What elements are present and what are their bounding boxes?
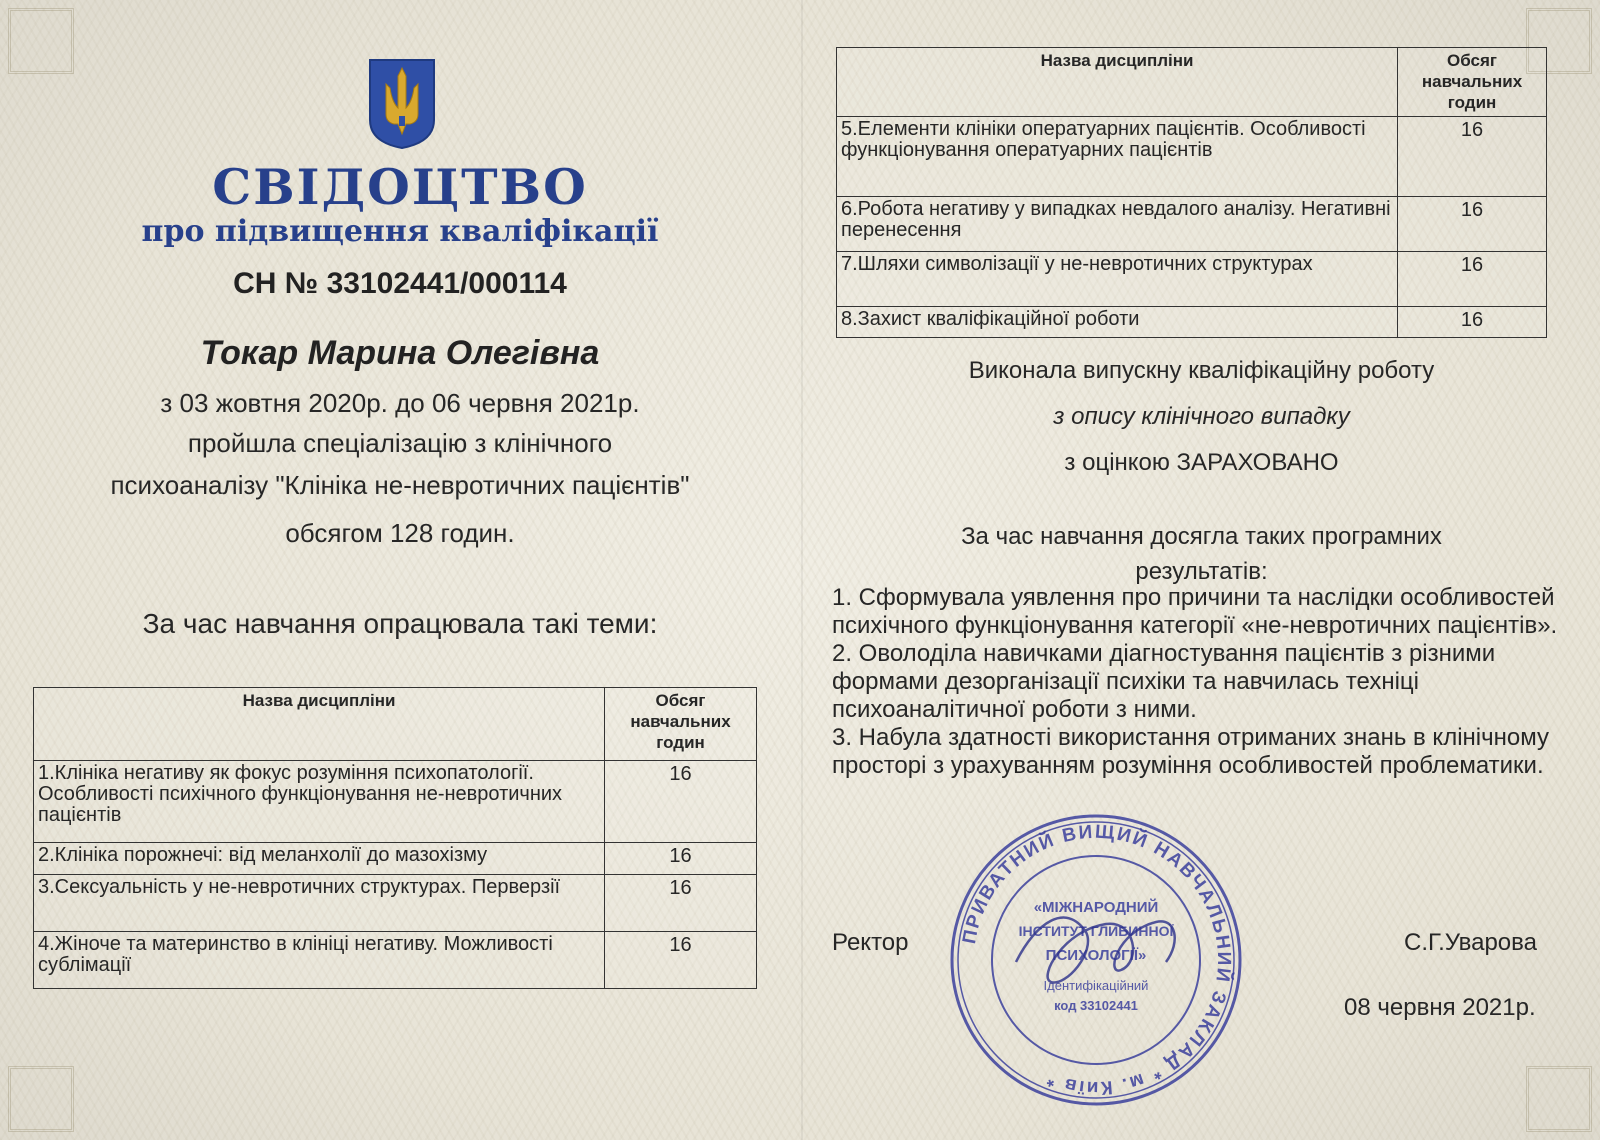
- table-row: [837, 197, 1547, 252]
- final-work-line: Виконала випускну кваліфікаційну роботу: [968, 357, 1435, 384]
- discipline-hours: 16: [1398, 197, 1547, 252]
- stamp-inner-text: ІНСТИТУТ ГЛИБИННОЇ: [1018, 923, 1174, 939]
- coat-of-arms-icon: [368, 58, 436, 150]
- table-row: [837, 307, 1547, 338]
- table-header-row: [837, 48, 1547, 117]
- table-header-name: Назва дисципліни: [837, 48, 1398, 117]
- signatory-name: С.Г.Уварова: [1404, 929, 1537, 956]
- certificate-title: СВІДОЦТВО: [212, 158, 588, 216]
- issue-date: 08 червня 2021р.: [1344, 994, 1536, 1021]
- table-header-hours: Обсяг навчальних годин: [605, 688, 757, 761]
- final-work-topic: з опису клінічного випадку: [1053, 403, 1350, 430]
- discipline-name: 8.Захист кваліфікаційної роботи: [837, 307, 1398, 338]
- discipline-name: 2.Клініка порожнечі: від меланхолії до мазохізму: [34, 843, 605, 875]
- table-row: [837, 252, 1547, 307]
- results-list: [832, 584, 1562, 780]
- final-work-grade: з оцінкою ЗАРАХОВАНО: [1064, 449, 1339, 476]
- topics-heading: За час навчання опрацювала такі теми:: [142, 608, 658, 639]
- results-heading: За час навчання досягла таких програмних: [961, 523, 1442, 550]
- result-item: 3. Набула здатності використання отриманих знань в клінічному просторі з урахуванням розуміння особливостей проблематики.: [832, 724, 1549, 779]
- institution-stamp: [946, 812, 1246, 1108]
- table-header-row: [34, 688, 757, 761]
- holder-name: Токар Марина Олегівна: [200, 334, 600, 372]
- certificate-number: СН № 33102441/000114: [233, 267, 567, 300]
- discipline-name: 1.Клініка негативу як фокус розуміння психопатології. Особливості психічного функціонування не-невротичних пацієнтів: [34, 761, 605, 843]
- discipline-name: 5.Елементи клініки оператуарних пацієнтів. Особливості функціонування оператуарних пацієнтів: [837, 117, 1398, 197]
- stamp-inner-text: «МІЖНАРОДНИЙ: [1033, 899, 1159, 916]
- study-period: з 03 жовтня 2020р. до 06 червня 2021р.: [160, 388, 640, 418]
- discipline-hours: 16: [1398, 117, 1547, 197]
- specialization-line: пройшла спеціалізацію з клінічного: [187, 428, 613, 458]
- disciplines-table-left: [33, 687, 757, 989]
- stamp-inner-text: код 33102441: [1054, 998, 1138, 1013]
- table-header-hours: Обсяг навчальних годин: [1398, 48, 1547, 117]
- discipline-hours: 16: [605, 932, 757, 989]
- disciplines-table-right: [836, 47, 1547, 338]
- discipline-hours: 16: [1398, 252, 1547, 307]
- result-item: 1. Сформувала уявлення про причини та наслідки особливостей психічного функціонування категорії «не-невротичних пацієнтів».: [832, 584, 1558, 639]
- results-heading: результатів:: [1135, 558, 1268, 585]
- specialization-line: психоаналізу "Клініка не-невротичних пацієнтів": [110, 470, 690, 500]
- signatory-role: Ректор: [832, 929, 909, 956]
- stamp-inner-text: ПСИХОЛОГІЇ»: [1045, 947, 1147, 964]
- certificate-subtitle: про підвищення кваліфікації: [141, 214, 659, 249]
- table-row: [34, 843, 757, 875]
- table-header-name: Назва дисципліни: [34, 688, 605, 761]
- table-row: [34, 875, 757, 932]
- table-row: [837, 117, 1547, 197]
- stamp-outer-text: ПРИВАТНИЙ ВИЩИЙ НАВЧАЛЬНИЙ ЗАКЛАД * м. Київ *: [959, 821, 1235, 1099]
- discipline-name: 7.Шляхи символізації у не-невротичних структурах: [837, 252, 1398, 307]
- discipline-hours: 16: [605, 761, 757, 843]
- stamp-inner-text: Ідентифікаційний: [1043, 978, 1149, 993]
- discipline-hours: 16: [605, 875, 757, 932]
- discipline-name: 3.Сексуальність у не-невротичних структурах. Перверзії: [34, 875, 605, 932]
- result-item: 2. Оволоділа навичками діагностування пацієнтів з різними формами дезорганізації психіки та навчилась техніці психоаналітичної роботи з ними.: [832, 640, 1496, 723]
- discipline-name: 4.Жіноче та материнство в клініці негативу. Можливості сублімації: [34, 932, 605, 989]
- discipline-name: 6.Робота негативу у випадках невдалого аналізу. Негативні перенесення: [837, 197, 1398, 252]
- table-row: [34, 932, 757, 989]
- discipline-hours: 16: [605, 843, 757, 875]
- table-row: [34, 761, 757, 843]
- course-volume: обсягом 128 годин.: [285, 518, 515, 548]
- discipline-hours: 16: [1398, 307, 1547, 338]
